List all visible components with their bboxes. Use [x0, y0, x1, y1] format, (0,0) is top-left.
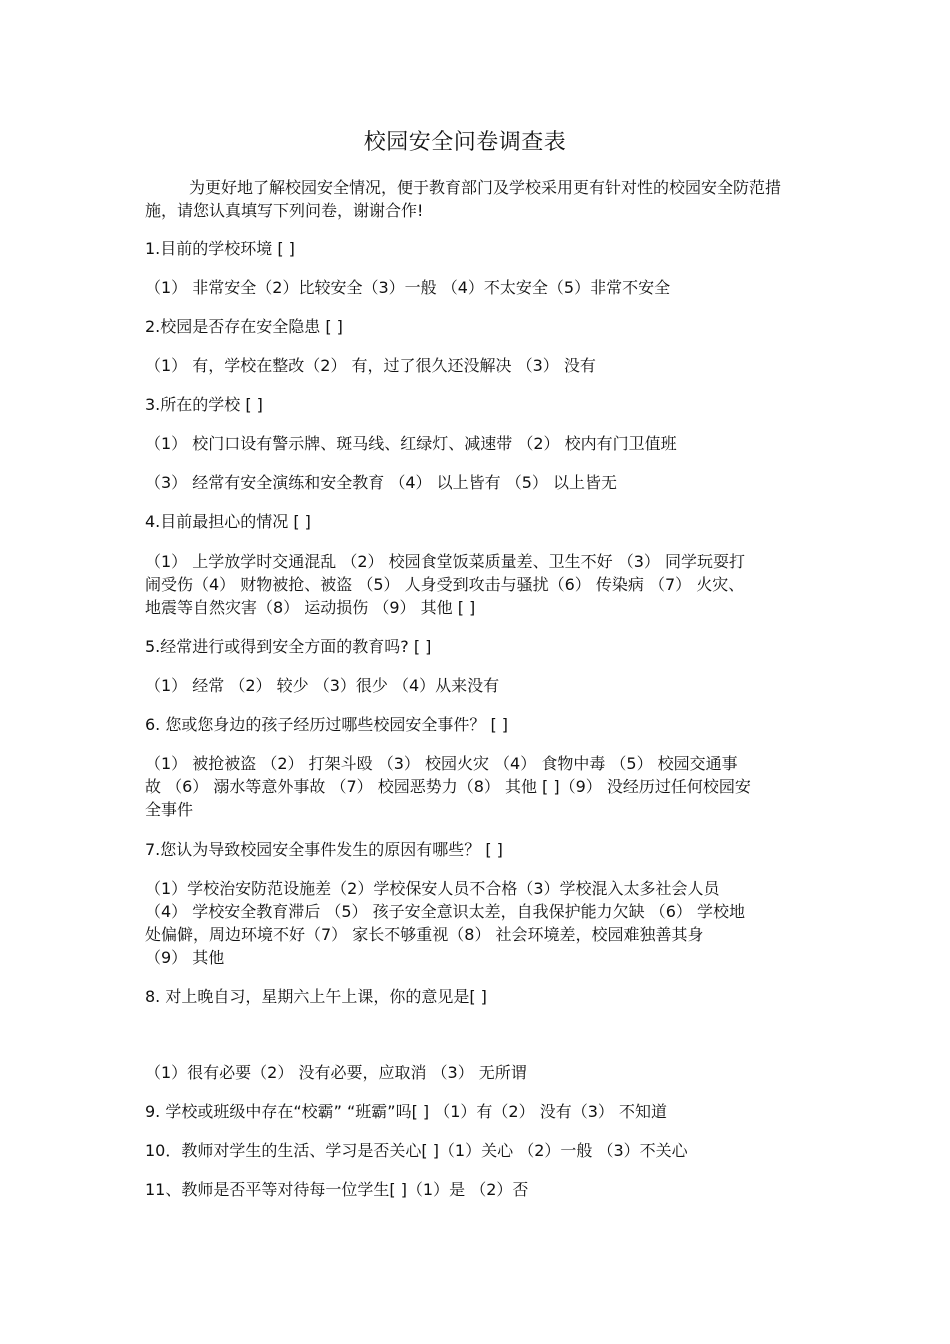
question-7-options-line-1: （1）学校治安防范设施差（2）学校保安人员不合格（3）学校混入太多社会人员	[145, 879, 720, 898]
question-5-options: （1） 经常 （2） 较少 （3）很少 （4）从来没有	[145, 676, 500, 695]
question-6-options-line-1: （1） 被抢被盗 （2） 打架斗殴 （3） 校园火灾 （4） 食物中毒 （5） 校园交通事	[145, 754, 738, 773]
question-10: 10．教师对学生的生活、学习是否关心[ ]（1）关心 （2）一般 （3）不关心	[145, 1141, 688, 1160]
question-7-options-line-3: 处偏僻，周边环境不好（7） 家长不够重视（8） 社会环境差，校园难独善其身	[145, 925, 704, 944]
question-1-options: （1） 非常安全（2）比较安全（3）一般 （4）不太安全（5）非常不安全	[145, 278, 671, 297]
question-3-options-line-2: （3） 经常有安全演练和安全教育 （4） 以上皆有 （5） 以上皆无	[145, 473, 617, 492]
question-7-options	[145, 877, 810, 969]
question-6-options-line-3: 全事件	[145, 800, 194, 819]
question-6: 6. 您或您身边的孩子经历过哪些校园安全事件？ [ ]	[145, 715, 509, 734]
question-3: 3.所在的学校 [ ]	[145, 395, 263, 414]
question-4-options-line-2: 闹受伤（4） 财物被抢、被盗 （5） 人身受到攻击与骚扰（6） 传染病 （7） 火灾、	[145, 575, 745, 594]
question-4: 4.目前最担心的情况 [ ]	[145, 512, 311, 531]
question-6-options-line-2: 故 （6） 溺水等意外事故 （7） 校园恶势力（8） 其他 [ ]（9） 没经历过任何校园安	[145, 777, 751, 796]
intro-paragraph: 为更好地了解校园安全情况，便于教育部门及学校采用更有针对性的校园安全防范措施，请您认真填写下列问卷，谢谢合作!	[145, 178, 782, 220]
page-title: 校园安全问卷调查表	[363, 130, 567, 155]
question-8: 8. 对上晚自习，星期六上午上课，你的意见是[ ]	[145, 987, 487, 1006]
question-2: 2.校园是否存在安全隐患 [ ]	[145, 317, 343, 336]
question-6-options	[145, 752, 810, 821]
question-4-options	[145, 550, 810, 619]
question-7-options-line-4: （9） 其他	[145, 948, 225, 967]
question-7-options-line-2: （4） 学校安全教育滞后 （5） 孩子安全意识太差，自我保护能力欠缺 （6） 学校地	[145, 902, 745, 921]
question-4-options-line-3: 地震等自然灾害（8） 运动损伤 （9） 其他 [ ]	[145, 598, 476, 617]
question-2-options: （1） 有，学校在整改（2） 有，过了很久还没解决 （3） 没有	[145, 356, 596, 375]
question-5: 5.经常进行或得到安全方面的教育吗? [ ]	[145, 637, 432, 656]
question-9: 9. 学校或班级中存在“校霸” “班霸”吗[ ] （1）有（2） 没有（3） 不知道	[145, 1102, 667, 1121]
question-8-options: （1）很有必要（2） 没有必要，应取消 （3） 无所谓	[145, 1063, 527, 1082]
question-4-options-line-1: （1） 上学放学时交通混乱 （2） 校园食堂饭菜质量差、卫生不好 （3） 同学玩耍打	[145, 552, 745, 571]
question-3-options-line-1: （1） 校门口设有警示牌、斑马线、红绿灯、减速带 （2） 校内有门卫值班	[145, 434, 677, 453]
question-1: 1.目前的学校环境 [ ]	[145, 239, 295, 258]
question-7: 7.您认为导致校园安全事件发生的原因有哪些？ [ ]	[145, 840, 503, 859]
question-11: 11、教师是否平等对待每一位学生[ ]（1）是 （2）否	[145, 1180, 529, 1199]
